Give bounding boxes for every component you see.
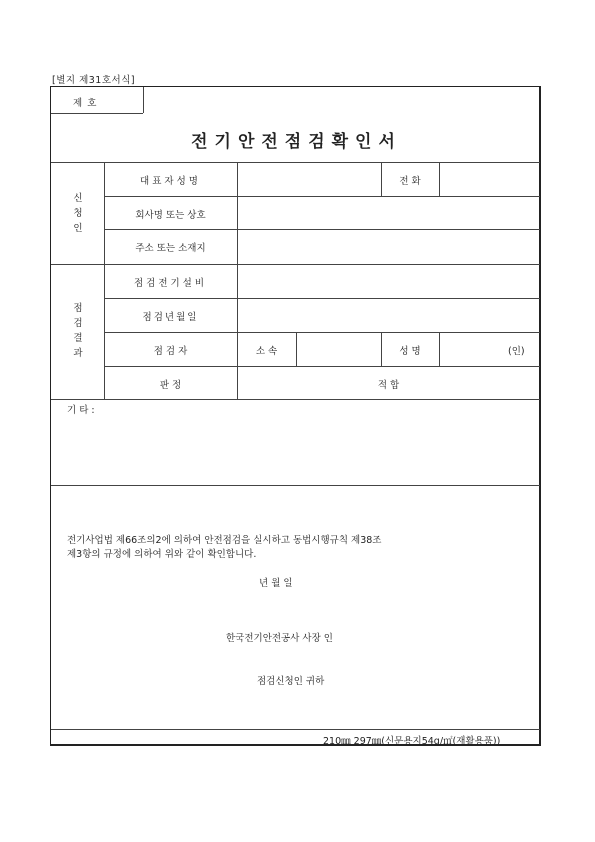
inspector-label: 점 검 자 [153, 346, 188, 357]
phone-label-line-right [439, 162, 440, 196]
other-bottom-line [51, 485, 540, 486]
name-label: 성 명 [399, 346, 421, 357]
row-line [104, 298, 540, 299]
row-line [104, 229, 540, 230]
facility-label: 점검전기설비 [133, 278, 208, 289]
other-label: 기 타 : [67, 405, 95, 416]
statement-line-2: 제3항의 규정에 의하여 위와 같이 확인합니다. [67, 549, 257, 560]
name-label-line [439, 332, 440, 366]
document-number-label: 제 호 [73, 98, 98, 109]
form-frame [50, 86, 541, 746]
phone-label: 전 화 [399, 176, 421, 187]
issuer-line: 한국전기안전공사 사장 인 [226, 633, 333, 644]
footer-top-line [51, 729, 540, 730]
title-bottom-line [51, 162, 540, 163]
rep-name-label: 대표자성명 [140, 176, 201, 187]
label-column-line [237, 162, 238, 399]
number-box-bottom [51, 113, 143, 114]
address-label: 주소 또는 소재지 [135, 243, 206, 254]
affiliation-label: 소 속 [255, 346, 278, 357]
table-bottom-line [51, 399, 540, 400]
affiliation-line [296, 332, 297, 366]
section-line [51, 264, 540, 265]
inspection-date-label: 점검년월일 [142, 312, 199, 323]
judgment-label: 판 정 [159, 380, 182, 391]
row-line [104, 196, 540, 197]
form-number-label: [별지 제31호서식] [52, 75, 136, 86]
recipient-line: 점검신청인 귀하 [257, 676, 325, 687]
date-line: 년 월 일 [259, 578, 293, 589]
row-line [104, 332, 540, 333]
statement-line-1: 전기사업법 제66조의2에 의하여 안전점검을 실시하고 동법시행규칙 제38조 [67, 535, 382, 546]
row-line [104, 366, 540, 367]
result-section-label: 점검결과 [73, 303, 83, 359]
seal-mark: (인) [508, 346, 525, 357]
number-box-divider [143, 87, 144, 113]
company-label: 회사명 또는 상호 [135, 210, 206, 221]
document-title: 전기안전점검확인서 [191, 132, 402, 152]
judgment-value: 적 합 [377, 380, 400, 391]
paper-spec-footer: 210㎜ 297㎜(신문용지54g/㎡(재활용품)) [323, 736, 501, 747]
applicant-section-label: 신청인 [73, 193, 83, 234]
